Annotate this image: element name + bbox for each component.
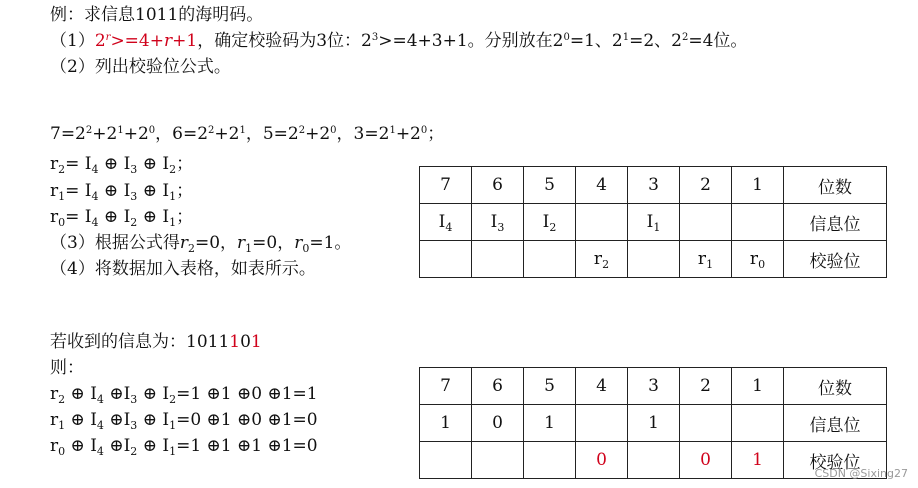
- cell-sub: 2: [602, 258, 610, 271]
- eq-s9: 0: [420, 125, 428, 136]
- c2-c: ⊕ I: [137, 436, 170, 456]
- watermark-text: CSDN @Sixing27: [814, 467, 908, 480]
- formula-r1: [50, 180, 193, 202]
- table2-info-cell: [732, 405, 784, 442]
- table1-check-cell: [472, 241, 524, 278]
- red-b: >=4+: [110, 31, 164, 51]
- f0-t2: 3: [130, 163, 138, 176]
- received-black-2: 0: [240, 332, 251, 352]
- f2-t3: 1: [169, 216, 177, 229]
- c1-cs: 1: [169, 419, 177, 432]
- step3-s0: 0: [302, 242, 310, 255]
- table2-info-cell: 1: [628, 405, 680, 442]
- eq-s4: 2: [208, 125, 215, 136]
- f2-end: ；: [176, 207, 194, 227]
- eq-d: ，6=2: [155, 124, 209, 144]
- c2-rs: 0: [58, 445, 66, 458]
- c0-cs: 2: [169, 393, 177, 406]
- c0-b: ⊕I: [103, 384, 131, 404]
- table2-check-cell: [524, 442, 576, 479]
- c0-as: 4: [96, 393, 104, 406]
- f1-lhs: r: [50, 181, 59, 201]
- f1-t3: 1: [169, 190, 177, 203]
- table2-check-cell: [420, 442, 472, 479]
- step3-v0: =1。: [309, 233, 352, 253]
- c1-rs: 1: [58, 419, 66, 432]
- f2-lhs: r: [50, 207, 59, 227]
- table1-info-cell: [472, 204, 524, 241]
- eq-f: ，5=2: [245, 124, 299, 144]
- c0-bs: 3: [130, 393, 138, 406]
- eq-s7: 0: [330, 125, 337, 136]
- step3-prefix: （3）根据公式得: [50, 233, 180, 253]
- table2-info-cell: 1: [524, 405, 576, 442]
- table2-check-cell: [472, 442, 524, 479]
- eq-s2: 1: [117, 125, 124, 136]
- c1-bs: 3: [130, 419, 138, 432]
- c0-c: ⊕ I: [137, 384, 170, 404]
- step3-r2: r: [179, 233, 188, 253]
- sup-0: 0: [563, 32, 570, 43]
- c2-bs: 2: [130, 445, 138, 458]
- step1-inequality-red: [95, 31, 197, 51]
- c1-r: r: [50, 410, 59, 430]
- received-red-1: 1: [229, 332, 241, 352]
- check-r0: [50, 435, 318, 457]
- example-title: 例：求信息1011的海明码。: [50, 5, 264, 25]
- cell-sub: 3: [497, 221, 505, 234]
- f0-lhs-sub: 2: [58, 163, 66, 176]
- eq-j: ；: [427, 124, 445, 144]
- formula-r0: [50, 206, 193, 228]
- table1-header-cell: 4: [576, 167, 628, 204]
- table2-header-cell: 4: [576, 368, 628, 405]
- formula-r2: [50, 153, 193, 175]
- step1-prefix: （1）: [50, 31, 95, 51]
- c1-as: 4: [96, 419, 104, 432]
- eq-s8: 1: [389, 125, 396, 136]
- step1-text-b: >=4+3+1。分别放在2: [378, 31, 564, 51]
- red-sup: r: [105, 32, 111, 43]
- f0-end: ；: [176, 154, 194, 174]
- hamming-table-2: [419, 367, 887, 479]
- table2-header-cell: 2: [680, 368, 732, 405]
- received-prefix: 若收到的信息为：: [50, 332, 186, 352]
- check-r2: [50, 383, 318, 405]
- table2-check-cell: 0: [680, 442, 732, 479]
- power-equations: [50, 123, 444, 145]
- table2-info-label: 信息位: [784, 405, 887, 442]
- received-black: 1011: [186, 332, 230, 352]
- table2-info-cell: 1: [420, 405, 472, 442]
- cell-sub: 2: [549, 221, 557, 234]
- c1-c: ⊕ I: [137, 410, 170, 430]
- f1-op1: ⊕ I: [98, 181, 131, 201]
- f1-op2: ⊕ I: [137, 181, 170, 201]
- c0-a: ⊕ I: [65, 384, 97, 404]
- f0-mid: = I: [65, 154, 92, 174]
- table1-info-cell: [524, 204, 576, 241]
- cell-base: r: [593, 249, 603, 269]
- step1-line: [50, 30, 747, 52]
- table1-header-cell: 1: [732, 167, 784, 204]
- table1-check-row: [420, 241, 887, 278]
- step3-v1: =0，: [252, 233, 295, 253]
- sup-2: 2: [682, 32, 689, 43]
- step1-text-e: =4位。: [688, 31, 748, 51]
- table2-header-cell: 1: [732, 368, 784, 405]
- cell-sub: 4: [445, 221, 453, 234]
- hamming-table-1: [419, 166, 887, 278]
- c2-a: ⊕ I: [65, 436, 97, 456]
- cell-sub: 1: [653, 221, 661, 234]
- eq-s1: 2: [85, 125, 93, 136]
- table1-info-label: 信息位: [784, 204, 887, 241]
- f0-t3: 2: [169, 163, 177, 176]
- eq-h: ，3=2: [336, 124, 390, 144]
- cell-sub: 1: [706, 258, 714, 271]
- table1-info-cell: [680, 204, 732, 241]
- f1-t2: 3: [130, 190, 138, 203]
- table1-header-cell: 3: [628, 167, 680, 204]
- cell-base: r: [697, 249, 707, 269]
- eq-s3: 0: [148, 125, 156, 136]
- f1-t1: 4: [91, 190, 99, 203]
- eq-c: +2: [123, 124, 149, 144]
- f0-op2: ⊕ I: [137, 154, 170, 174]
- table2-info-row: [420, 405, 887, 442]
- table2-check-cell: [628, 442, 680, 479]
- table2-info-cell: [680, 405, 732, 442]
- f2-mid: = I: [65, 207, 92, 227]
- cell-base: r: [749, 249, 759, 269]
- red-c: +1: [172, 31, 198, 51]
- table2-info-cell: 0: [472, 405, 524, 442]
- table2-header-cell: 3: [628, 368, 680, 405]
- table2-header-row: [420, 368, 887, 405]
- table1-check-cell: [524, 241, 576, 278]
- table2-check-label: 校验位: [784, 442, 887, 479]
- table2-check-cell: 1: [732, 442, 784, 479]
- step1-text-d: =2、2: [629, 31, 682, 51]
- step3-r0: r: [294, 233, 303, 253]
- received-line: [50, 331, 262, 353]
- f2-t2: 2: [130, 216, 138, 229]
- table2-info-cell: [576, 405, 628, 442]
- table1-info-row: [420, 204, 887, 241]
- f0-lhs: r: [50, 154, 59, 174]
- f0-op1: ⊕ I: [98, 154, 131, 174]
- c2-r: r: [50, 436, 59, 456]
- table1-header-cell: 7: [420, 167, 472, 204]
- c0-rs: 2: [58, 393, 66, 406]
- step3-line: [50, 232, 351, 254]
- c2-d: =1 ⊕1 ⊕1 ⊕1=0: [176, 436, 318, 456]
- sup-3: 3: [371, 32, 379, 43]
- c0-d: =1 ⊕1 ⊕0 ⊕1=1: [176, 384, 318, 404]
- table1-check-cell: [680, 241, 732, 278]
- step3-v2: =0，: [194, 233, 238, 253]
- cell-base: I: [542, 212, 550, 232]
- step3-s2: 2: [187, 242, 195, 255]
- step1-text-a: ，确定校验码为3位：2: [197, 31, 372, 51]
- f2-t1: 4: [91, 216, 99, 229]
- step2-line: （2）列出校验位公式。: [50, 57, 231, 77]
- step3-s1: 1: [245, 242, 253, 255]
- table1-check-cell: [576, 241, 628, 278]
- eq-i: +2: [395, 124, 421, 144]
- table2-header-cell: 5: [524, 368, 576, 405]
- check-r1: [50, 409, 318, 431]
- table1-header-cell: 6: [472, 167, 524, 204]
- c2-b: ⊕I: [103, 436, 131, 456]
- table2-header-cell: 6: [472, 368, 524, 405]
- eq-g: +2: [305, 124, 331, 144]
- table2-check-cell: 0: [576, 442, 628, 479]
- c1-b: ⊕I: [103, 410, 131, 430]
- cell-sub: 0: [758, 258, 766, 271]
- table2-header-cell: 7: [420, 368, 472, 405]
- then-label: 则：: [50, 358, 84, 378]
- table1-header-label: 位数: [784, 167, 887, 204]
- step4-line: （4）将数据加入表格，如表所示。: [50, 259, 316, 279]
- table1-header-cell: 5: [524, 167, 576, 204]
- cell-base: I: [490, 212, 498, 232]
- table1-check-cell: [420, 241, 472, 278]
- table1-info-cell: [576, 204, 628, 241]
- table1-info-cell: [420, 204, 472, 241]
- f2-op2: ⊕ I: [137, 207, 170, 227]
- f1-mid: = I: [65, 181, 92, 201]
- eq-a: 7=2: [50, 124, 86, 144]
- c2-cs: 1: [169, 445, 177, 458]
- table1-check-cell: [628, 241, 680, 278]
- step1-text-c: =1、2: [569, 31, 623, 51]
- red-a: 2: [94, 31, 106, 51]
- eq-b: +2: [92, 124, 118, 144]
- table1-check-label: 校验位: [784, 241, 887, 278]
- c0-r: r: [50, 384, 59, 404]
- f1-lhs-sub: 1: [58, 190, 66, 203]
- eq-s6: 2: [298, 125, 306, 136]
- f1-end: ；: [176, 181, 194, 201]
- table1-check-cell: [732, 241, 784, 278]
- eq-s5: 1: [239, 125, 246, 136]
- table1-header-cell: 2: [680, 167, 732, 204]
- received-red-2: 1: [250, 332, 262, 352]
- f2-op1: ⊕ I: [98, 207, 131, 227]
- table1-header-row: [420, 167, 887, 204]
- c1-a: ⊕ I: [65, 410, 97, 430]
- step3-r1: r: [237, 233, 246, 253]
- eq-e: +2: [214, 124, 240, 144]
- c1-d: =0 ⊕1 ⊕0 ⊕1=0: [176, 410, 318, 430]
- table1-info-cell: [628, 204, 680, 241]
- f0-t1: 4: [91, 163, 99, 176]
- c2-as: 4: [96, 445, 104, 458]
- f2-lhs-sub: 0: [58, 216, 66, 229]
- table2-header-label: 位数: [784, 368, 887, 405]
- cell-base: I: [646, 212, 654, 232]
- sup-1: 1: [622, 32, 630, 43]
- table1-info-cell: [732, 204, 784, 241]
- cell-base: I: [438, 212, 446, 232]
- red-r: r: [164, 31, 173, 51]
